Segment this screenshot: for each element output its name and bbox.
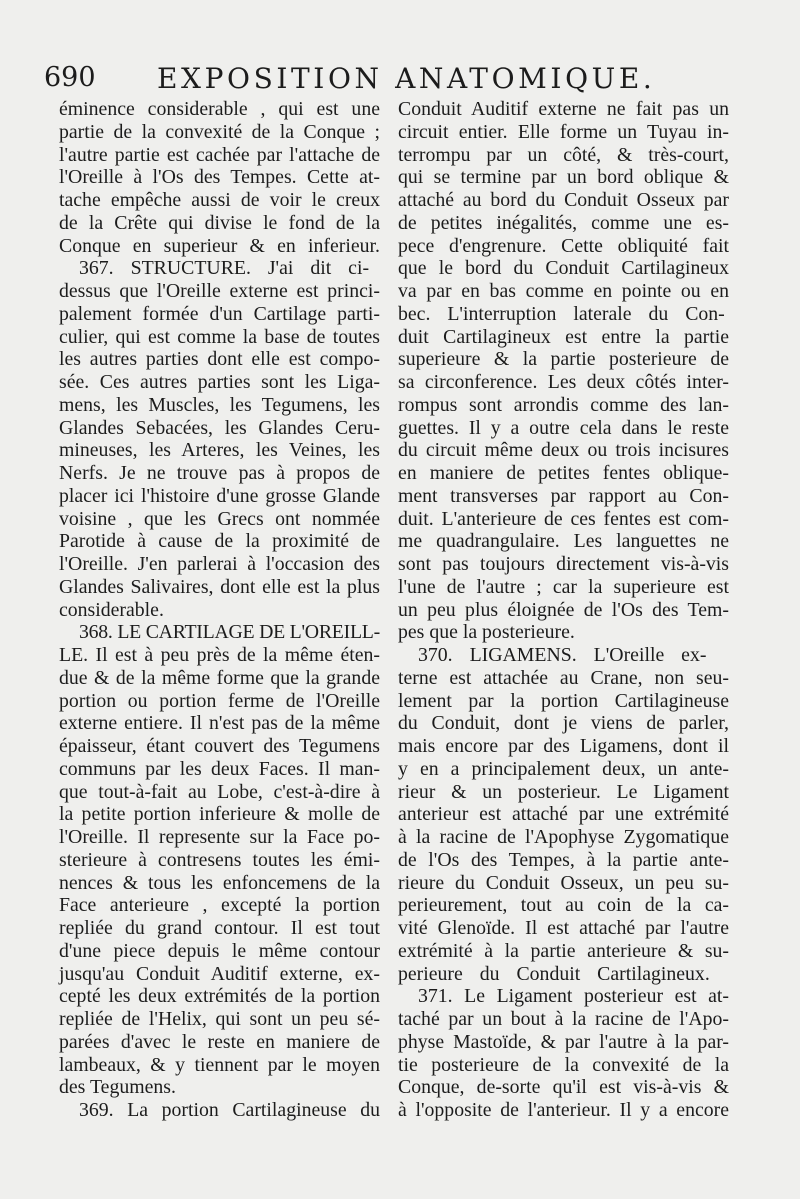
text-line: repliée du grand contour. Il est tout — [59, 917, 380, 939]
text-line: 370. LIGAMENS. L'Oreille ex- — [418, 644, 707, 666]
text-line: bec. L'interruption laterale du Con- — [398, 302, 725, 325]
text-line: 367. STRUCTURE. J'ai dit ci- — [79, 257, 370, 280]
text-line: perieure du Conduit Cartilagineux. — [398, 962, 710, 985]
text-line: Nerfs. Je ne trouve pas à propos de — [59, 462, 380, 484]
text-line: terrompu par un côté, & très-court, — [398, 143, 729, 166]
text-line: Conduit Auditif externe ne fait pas un — [398, 98, 729, 120]
text-line: 371. Le Ligament posterieur est at- — [418, 985, 729, 1008]
text-line: la petite portion inferieure & molle de — [59, 803, 380, 826]
text-line: d'une piece depuis le même contour — [59, 939, 380, 962]
text-line: de petites inégalités, comme une es- — [398, 211, 729, 234]
text-line: rompus sont arrondis comme des lan- — [398, 393, 729, 416]
text-line: culier, qui est comme la base de toutes — [59, 325, 380, 348]
text-line: l'Oreille à l'Os des Tempes. Cette at- — [59, 166, 380, 189]
text-line: portion ou portion ferme de l'Oreille — [59, 689, 380, 712]
text-line: éminence considerable , qui est une — [59, 98, 380, 120]
text-line: de l'Os des Tempes, à la partie ante- — [398, 848, 729, 871]
text-line: considerable. — [59, 598, 164, 621]
text-line: circuit entier. Elle forme un Tuyau in- — [398, 120, 729, 143]
text-line: du Conduit, dont je viens de parler, — [398, 712, 729, 735]
text-line: mais encore par des Ligamens, dont il — [398, 735, 729, 757]
text-line: partie de la convexité de la Conque ; — [59, 120, 380, 143]
text-line: communs par les deux Faces. Il man- — [59, 757, 380, 780]
text-line: tie posterieure de la convexité de la — [398, 1053, 729, 1076]
text-line: à l'opposite de l'anterieur. Il y a encore — [398, 1099, 729, 1121]
text-line: que le bord du Conduit Cartilagineux — [398, 257, 729, 280]
text-line: mineuses, les Arteres, les Veines, les — [59, 439, 380, 462]
text-line: l'autre partie est cachée par l'attache de — [59, 143, 380, 166]
text-line: Glandes Sebacées, les Glandes Ceru- — [59, 416, 380, 439]
text-line: rieure du Conduit Osseux, un peu su- — [398, 871, 729, 894]
text-line: à la racine de l'Apophyse Zygomatique — [398, 826, 729, 848]
text-line: 369. La portion Cartilagineuse du — [79, 1099, 380, 1121]
text-line: duit. L'anterieure de ces fentes est com- — [398, 507, 729, 530]
text-line: mens, les Muscles, les Tegumens, les — [59, 393, 380, 416]
text-line: anterieur est attaché par une extrémité — [398, 803, 729, 826]
text-line: LE. Il est à peu près de la même éten- — [59, 644, 380, 666]
text-line: terne est attachée au Crane, non seu- — [398, 666, 729, 689]
text-line: l'une de l'autre ; car la superieure est — [398, 575, 729, 598]
text-line: des Tegumens. — [59, 1076, 176, 1099]
text-line: taché par un bout à la racine de l'Apo- — [398, 1008, 729, 1030]
text-line: duit Cartilagineux est entre la partie — [398, 325, 729, 348]
text-line: Conque, de-sorte qu'il est vis-à-vis & — [398, 1076, 729, 1099]
text-line: l'Oreille. Il represente sur la Face po- — [59, 826, 380, 848]
text-line: sterieure à contresens toutes les émi- — [59, 848, 380, 871]
text-line: tache empêche aussi de voir le creux — [59, 189, 380, 211]
text-line: parées d'avec le reste en maniere de — [59, 1030, 380, 1053]
text-line: attaché au bord du Conduit Osseux par — [398, 189, 729, 211]
text-line: Parotide à cause de la proximité de — [59, 530, 380, 553]
text-line: jusqu'au Conduit Auditif externe, ex- — [59, 962, 380, 985]
left-text-column — [59, 98, 380, 1122]
text-line: y en a principalement deux, un ante- — [398, 757, 729, 780]
running-head: EXPOSITION ANATOMIQUE. — [157, 62, 656, 95]
text-line: un peu plus éloignée de l'Os des Tem- — [398, 598, 729, 621]
text-line: lambeaux, & y tiennent par le moyen — [59, 1053, 380, 1076]
text-line: 368. LE CARTILAGE DE L'OREILL- — [79, 621, 380, 644]
text-line: ment transverses par rapport au Con- — [398, 484, 729, 507]
text-line: sont pas toujours directement vis-à-vis — [398, 553, 729, 575]
text-line: extrémité à la partie anterieure & su- — [398, 939, 729, 962]
text-line: repliée de l'Helix, qui sont un peu sé- — [59, 1008, 380, 1030]
text-line: rieur & un posterieur. Le Ligament — [398, 780, 729, 803]
text-line: va par en bas comme en pointe ou en — [398, 280, 729, 302]
text-line: épaisseur, étant couvert des Tegumens — [59, 735, 380, 757]
page-header — [32, 58, 762, 98]
text-line: sa circonference. Les deux côtés inter- — [398, 371, 729, 393]
text-line: nences & tous les enfoncemens de la — [59, 871, 380, 894]
text-line: externe entiere. Il n'est pas de la même — [59, 712, 380, 735]
text-line: l'Oreille. J'en parlerai à l'occasion des — [59, 553, 380, 575]
text-line: due & de la même forme que la grande — [59, 666, 380, 689]
page-number: 690 — [44, 62, 96, 93]
text-line: lement par la portion Cartilagineuse — [398, 689, 729, 712]
text-line: palement formée d'un Cartilage parti- — [59, 302, 380, 325]
text-line: voisine , que les Grecs ont nommée — [59, 507, 380, 530]
text-line: physe Mastoïde, & par l'autre à la par- — [398, 1030, 729, 1053]
text-line: qui se termine par un bord oblique & — [398, 166, 729, 189]
right-text-column — [398, 98, 729, 1122]
text-line: vité Glenoïde. Il est attaché par l'autre — [398, 917, 729, 939]
text-line: placer ici l'histoire d'une grosse Glande — [59, 484, 380, 507]
text-line: guettes. Il y a outre cela dans le reste — [398, 416, 729, 439]
text-line: sée. Ces autres parties sont les Liga- — [59, 371, 380, 393]
text-line: pece d'engrenure. Cette obliquité fait — [398, 234, 729, 257]
text-line: cepté les deux extrémités de la portion — [59, 985, 380, 1008]
text-line: perieurement, tout au coin de la ca- — [398, 894, 729, 917]
text-line: les autres parties dont elle est compo- — [59, 348, 380, 371]
text-line: de la Crête qui divise le fond de la — [59, 211, 380, 234]
text-line: dessus que l'Oreille externe est princi- — [59, 280, 380, 302]
text-line: Conque en superieur & en inferieur. — [59, 234, 380, 257]
text-line: Glandes Salivaires, dont elle est la plus — [59, 575, 380, 598]
text-line: pes que la posterieure. — [398, 621, 575, 644]
text-line: Face anterieure , excepté la portion — [59, 894, 380, 917]
text-line: en maniere de petites fentes oblique- — [398, 462, 729, 484]
text-line: du circuit même deux ou trois incisures — [398, 439, 729, 462]
text-line: que tout-à-fait au Lobe, c'est-à-dire à — [59, 780, 380, 803]
text-line: superieure & la partie posterieure de — [398, 348, 729, 371]
text-line: me quadrangulaire. Les languettes ne — [398, 530, 729, 553]
